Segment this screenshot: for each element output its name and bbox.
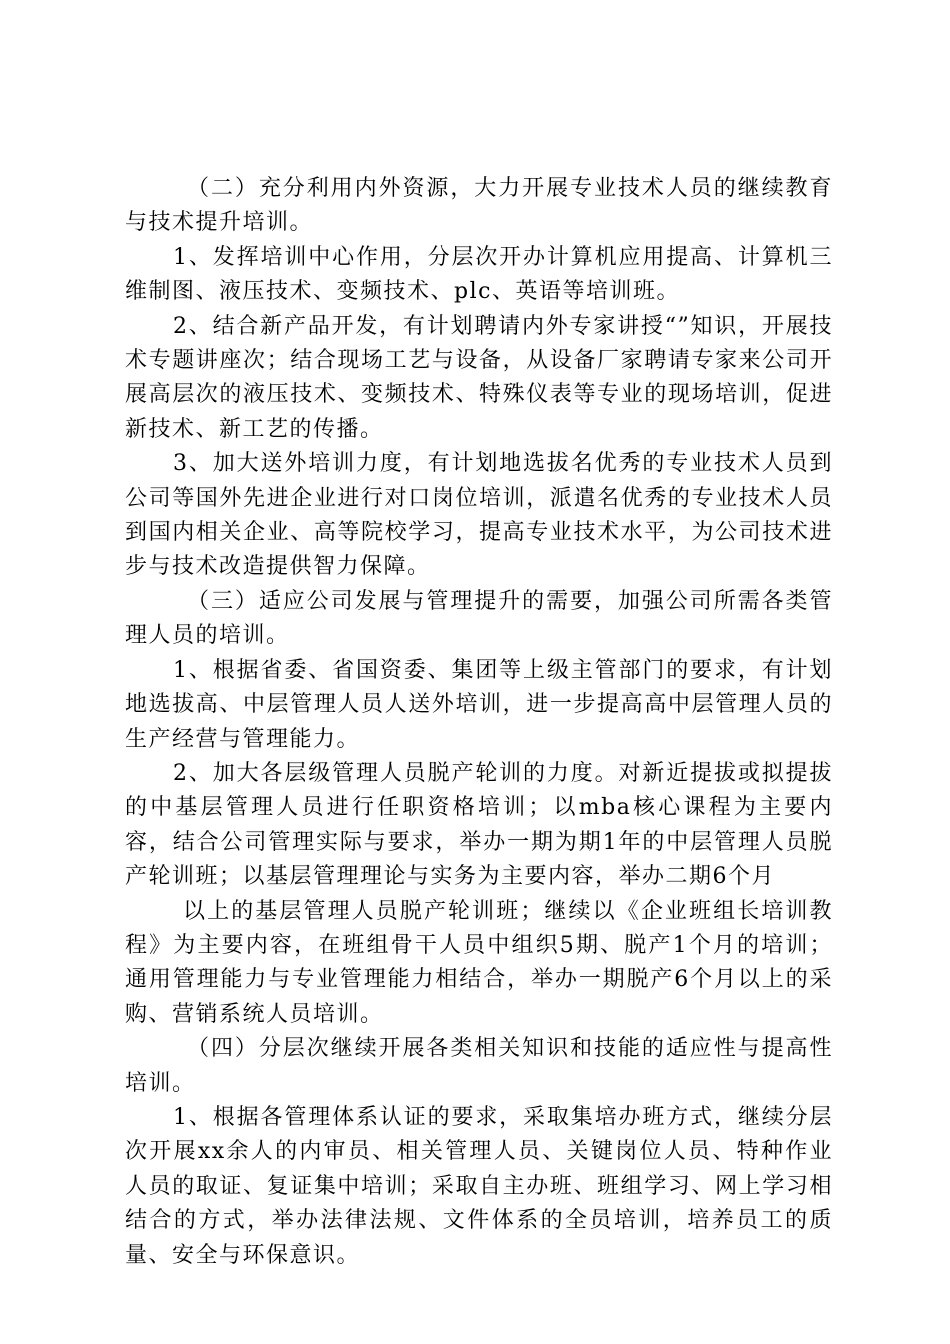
paragraph-item: 3、加大送外培训力度，有计划地选拔名优秀的专业技术人员到公司等国外先进企业进行对口岗位培训，派遣名优秀的专业技术人员到国内相关企业、高等院校学习，提高专业技术水平，为公司技术进步与技术改造提供智力保障。 (125, 451, 833, 580)
paragraph-item: 1、发挥培训中心作用，分层次开办计算机应用提高、计算机三维制图、液压技术、变频技术、plc、英语等培训班。 (125, 244, 833, 305)
paragraph-item: 2、加大各层级管理人员脱产轮训的力度。对新近提拔或拟提拔的中基层管理人员进行任职资格培训；以mba核心课程为主要内容，结合公司管理实际与要求，举办一期为期1年的中层管理人员脱产轮训班；以基层管理理论与实务为主要内容，举办二期6个月 (125, 760, 833, 890)
section-heading-4: （四）分层次继续开展各类相关知识和技能的适应性与提高性培训。 (125, 1036, 833, 1096)
section-heading-3: （三）适应公司发展与管理提升的需要，加强公司所需各类管理人员的培训。 (125, 588, 833, 649)
document-body (125, 172, 833, 1273)
paragraph-continuation: 以上的基层管理人员脱产轮训班；继续以《企业班组长培训教程》为主要内容，在班组骨干人员中组织5期、脱产1个月的培训；通用管理能力与专业管理能力相结合，举办一期脱产6个月以上的采购、营销系统人员培训。 (125, 898, 833, 1027)
paragraph-item: 2、结合新产品开发，有计划聘请内外专家讲授“”知识，开展技术专题讲座次；结合现场工艺与设备，从设备厂家聘请专家来公司开展高层次的液压技术、变频技术、特殊仪表等专业的现场培训，促进新技术、新工艺的传播。 (125, 313, 833, 442)
paragraph-item: 1、根据省委、省国资委、集团等上级主管部门的要求，有计划地选拔高、中层管理人员人送外培训，进一步提高高中层管理人员的生产经营与管理能力。 (125, 657, 833, 752)
section-heading-2: （二）充分利用内外资源，大力开展专业技术人员的继续教育与技术提升培训。 (125, 176, 833, 236)
paragraph-item: 1、根据各管理体系认证的要求，采取集培办班方式，继续分层次开展xx余人的内审员、相关管理人员、关键岗位人员、特种作业人员的取证、复证集中培训；采取自主办班、班组学习、网上学习相结合的方式，举办法律法规、文件体系的全员培训，培养员工的质量、安全与环保意识。 (125, 1104, 833, 1268)
